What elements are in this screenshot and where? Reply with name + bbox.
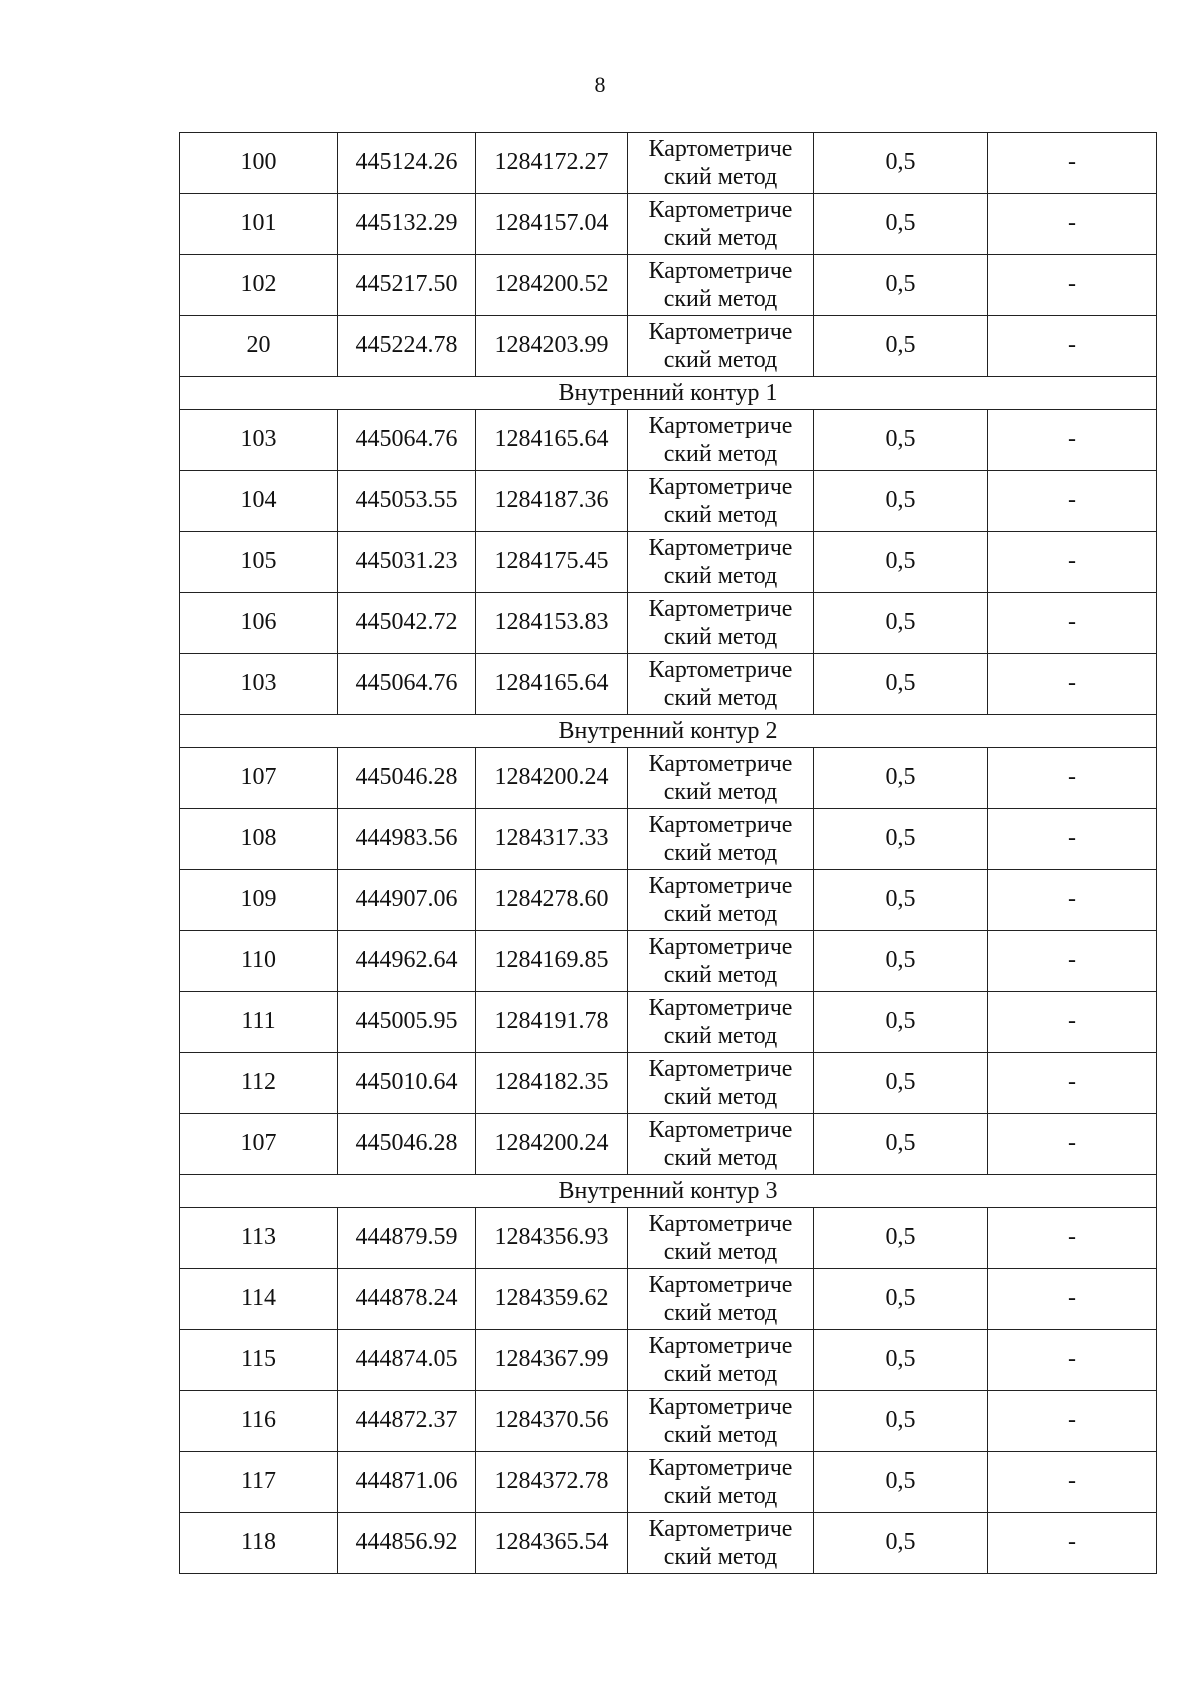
x-coordinate-cell: 445010.64 [338,1053,476,1114]
coordinates-table-body [180,133,1157,1574]
point-number-cell: 105 [180,532,338,593]
coordinates-table [179,132,1157,1574]
accuracy-cell: 0,5 [814,471,988,532]
note-cell: - [988,471,1157,532]
point-number-cell: 107 [180,748,338,809]
point-number-cell: 104 [180,471,338,532]
accuracy-cell: 0,5 [814,654,988,715]
y-coordinate-cell: 1284182.35 [476,1053,628,1114]
accuracy-cell: 0,5 [814,1330,988,1391]
accuracy-cell: 0,5 [814,532,988,593]
table-row [180,316,1157,377]
accuracy-cell: 0,5 [814,194,988,255]
table-row [180,1269,1157,1330]
accuracy-cell: 0,5 [814,992,988,1053]
x-coordinate-cell: 445046.28 [338,1114,476,1175]
point-number-cell: 20 [180,316,338,377]
section-title: Внутренний контур 1 [180,377,1157,410]
point-number-cell: 116 [180,1391,338,1452]
accuracy-cell: 0,5 [814,1452,988,1513]
method-cell: Картометриче ский метод [628,748,814,809]
y-coordinate-cell: 1284367.99 [476,1330,628,1391]
section-title: Внутренний контур 2 [180,715,1157,748]
point-number-cell: 110 [180,931,338,992]
y-coordinate-cell: 1284157.04 [476,194,628,255]
table-row [180,992,1157,1053]
note-cell: - [988,1114,1157,1175]
y-coordinate-cell: 1284359.62 [476,1269,628,1330]
accuracy-cell: 0,5 [814,410,988,471]
table-row [180,471,1157,532]
x-coordinate-cell: 445046.28 [338,748,476,809]
point-number-cell: 101 [180,194,338,255]
section-title: Внутренний контур 3 [180,1175,1157,1208]
point-number-cell: 115 [180,1330,338,1391]
note-cell: - [988,809,1157,870]
y-coordinate-cell: 1284365.54 [476,1513,628,1574]
y-coordinate-cell: 1284165.64 [476,654,628,715]
method-cell: Картометриче ский метод [628,532,814,593]
x-coordinate-cell: 445005.95 [338,992,476,1053]
x-coordinate-cell: 445217.50 [338,255,476,316]
accuracy-cell: 0,5 [814,133,988,194]
x-coordinate-cell: 444983.56 [338,809,476,870]
y-coordinate-cell: 1284169.85 [476,931,628,992]
y-coordinate-cell: 1284175.45 [476,532,628,593]
note-cell: - [988,1513,1157,1574]
table-row [180,654,1157,715]
accuracy-cell: 0,5 [814,255,988,316]
note-cell: - [988,316,1157,377]
table-row [180,1114,1157,1175]
point-number-cell: 112 [180,1053,338,1114]
note-cell: - [988,194,1157,255]
note-cell: - [988,654,1157,715]
point-number-cell: 107 [180,1114,338,1175]
accuracy-cell: 0,5 [814,316,988,377]
table-row [180,870,1157,931]
note-cell: - [988,133,1157,194]
point-number-cell: 108 [180,809,338,870]
x-coordinate-cell: 445132.29 [338,194,476,255]
x-coordinate-cell: 445064.76 [338,654,476,715]
note-cell: - [988,532,1157,593]
note-cell: - [988,1391,1157,1452]
y-coordinate-cell: 1284153.83 [476,593,628,654]
section-header-row [180,715,1157,748]
method-cell: Картометриче ский метод [628,1452,814,1513]
point-number-cell: 100 [180,133,338,194]
method-cell: Картометриче ский метод [628,1208,814,1269]
page-number: 8 [594,72,606,97]
note-cell: - [988,931,1157,992]
note-cell: - [988,870,1157,931]
accuracy-cell: 0,5 [814,748,988,809]
accuracy-cell: 0,5 [814,1053,988,1114]
table-row [180,931,1157,992]
x-coordinate-cell: 444874.05 [338,1330,476,1391]
note-cell: - [988,1053,1157,1114]
section-header-row [180,377,1157,410]
note-cell: - [988,410,1157,471]
method-cell: Картометриче ский метод [628,255,814,316]
x-coordinate-cell: 445053.55 [338,471,476,532]
note-cell: - [988,992,1157,1053]
table-row [180,410,1157,471]
section-header-row [180,1175,1157,1208]
table-row [180,1391,1157,1452]
y-coordinate-cell: 1284356.93 [476,1208,628,1269]
accuracy-cell: 0,5 [814,1208,988,1269]
y-coordinate-cell: 1284165.64 [476,410,628,471]
table-row [180,809,1157,870]
accuracy-cell: 0,5 [814,1114,988,1175]
table-row [180,1513,1157,1574]
table-row [180,1053,1157,1114]
x-coordinate-cell: 444962.64 [338,931,476,992]
table-row [180,748,1157,809]
accuracy-cell: 0,5 [814,809,988,870]
method-cell: Картометриче ский метод [628,410,814,471]
method-cell: Картометриче ский метод [628,1114,814,1175]
y-coordinate-cell: 1284191.78 [476,992,628,1053]
y-coordinate-cell: 1284187.36 [476,471,628,532]
y-coordinate-cell: 1284372.78 [476,1452,628,1513]
method-cell: Картометриче ский метод [628,654,814,715]
y-coordinate-cell: 1284317.33 [476,809,628,870]
x-coordinate-cell: 444871.06 [338,1452,476,1513]
x-coordinate-cell: 444878.24 [338,1269,476,1330]
x-coordinate-cell: 445031.23 [338,532,476,593]
table-row [180,532,1157,593]
accuracy-cell: 0,5 [814,1269,988,1330]
point-number-cell: 106 [180,593,338,654]
table-row [180,1330,1157,1391]
table-row [180,255,1157,316]
point-number-cell: 118 [180,1513,338,1574]
y-coordinate-cell: 1284200.24 [476,748,628,809]
method-cell: Картометриче ский метод [628,1053,814,1114]
note-cell: - [988,593,1157,654]
method-cell: Картометриче ский метод [628,194,814,255]
table-row [180,1452,1157,1513]
method-cell: Картометриче ский метод [628,316,814,377]
y-coordinate-cell: 1284278.60 [476,870,628,931]
accuracy-cell: 0,5 [814,1391,988,1452]
accuracy-cell: 0,5 [814,593,988,654]
x-coordinate-cell: 444907.06 [338,870,476,931]
note-cell: - [988,1452,1157,1513]
y-coordinate-cell: 1284200.52 [476,255,628,316]
note-cell: - [988,1330,1157,1391]
method-cell: Картометриче ский метод [628,593,814,654]
table-row [180,133,1157,194]
point-number-cell: 109 [180,870,338,931]
point-number-cell: 113 [180,1208,338,1269]
note-cell: - [988,1269,1157,1330]
note-cell: - [988,255,1157,316]
x-coordinate-cell: 445064.76 [338,410,476,471]
method-cell: Картометриче ский метод [628,870,814,931]
table-row [180,194,1157,255]
y-coordinate-cell: 1284172.27 [476,133,628,194]
y-coordinate-cell: 1284203.99 [476,316,628,377]
x-coordinate-cell: 445042.72 [338,593,476,654]
note-cell: - [988,1208,1157,1269]
method-cell: Картометриче ский метод [628,1391,814,1452]
y-coordinate-cell: 1284200.24 [476,1114,628,1175]
accuracy-cell: 0,5 [814,1513,988,1574]
method-cell: Картометриче ский метод [628,471,814,532]
y-coordinate-cell: 1284370.56 [476,1391,628,1452]
x-coordinate-cell: 444879.59 [338,1208,476,1269]
method-cell: Картометриче ский метод [628,992,814,1053]
point-number-cell: 103 [180,410,338,471]
accuracy-cell: 0,5 [814,870,988,931]
x-coordinate-cell: 445124.26 [338,133,476,194]
point-number-cell: 114 [180,1269,338,1330]
method-cell: Картометриче ский метод [628,931,814,992]
method-cell: Картометриче ский метод [628,809,814,870]
accuracy-cell: 0,5 [814,931,988,992]
method-cell: Картометриче ский метод [628,133,814,194]
method-cell: Картометриче ский метод [628,1513,814,1574]
point-number-cell: 102 [180,255,338,316]
point-number-cell: 117 [180,1452,338,1513]
table-row [180,1208,1157,1269]
note-cell: - [988,748,1157,809]
x-coordinate-cell: 444856.92 [338,1513,476,1574]
method-cell: Картометриче ский метод [628,1330,814,1391]
table-row [180,593,1157,654]
method-cell: Картометриче ский метод [628,1269,814,1330]
x-coordinate-cell: 444872.37 [338,1391,476,1452]
point-number-cell: 111 [180,992,338,1053]
point-number-cell: 103 [180,654,338,715]
x-coordinate-cell: 445224.78 [338,316,476,377]
